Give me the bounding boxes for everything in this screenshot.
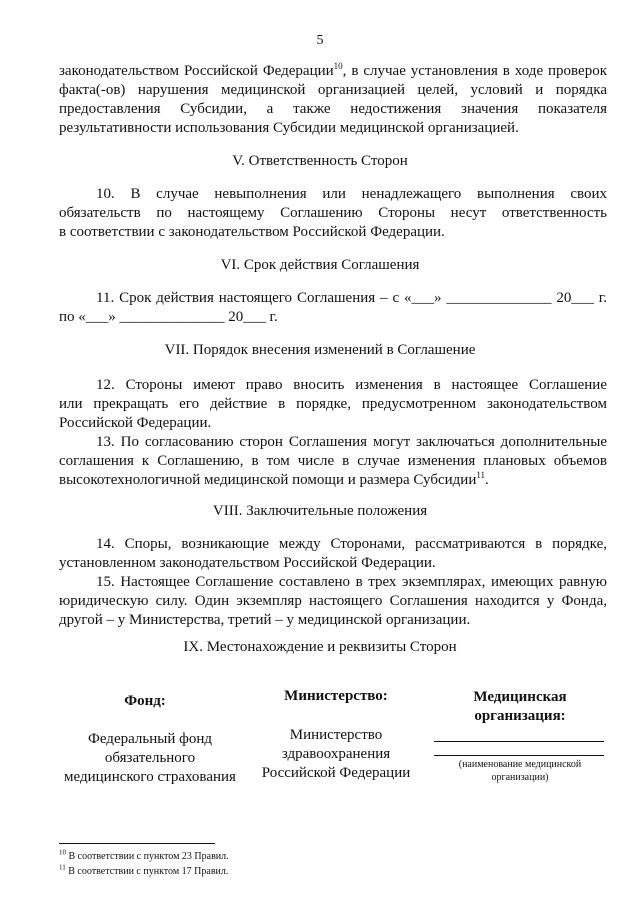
footnote-11: $^{11}$ В соответствии с пунктом 17 Правил. xyxy=(59,863,229,877)
clause-12-line-2: или прекращать его действие в порядке, предусмотренном законодательством xyxy=(59,396,607,412)
medical-org-name-blank-line-2 xyxy=(434,755,604,756)
clause-15-line-1: 15. Настоящее Соглашение составлено в трех экземплярах, имеющих равную xyxy=(96,574,607,590)
footnote-10: $^{10}$ В соответствии с пунктом 23 Правил. xyxy=(59,848,229,862)
section-9-title: IX. Местонахождение и реквизиты Сторон xyxy=(183,639,457,655)
clause-10-line-1: 10. В случае невыполнения или ненадлежащего выполнения своих xyxy=(96,186,607,202)
footnote-separator xyxy=(59,843,215,844)
clause-15-line-3: другой – у Министерства, третий – у медицинской организации. xyxy=(59,612,471,628)
fund-name: Федеральный фонд обязательного медицинского страхования xyxy=(64,731,236,785)
clause-10-line-3: в соответствии с законодательством Российской Федерации. xyxy=(59,224,445,240)
footnote-ref-11: 11 xyxy=(476,470,486,480)
medical-org-name-blank-line-1 xyxy=(434,741,604,742)
section-6-title: VI. Срок действия Соглашения xyxy=(220,257,420,273)
clause-12-line-1: 12. Стороны имеют право вносить изменения в настоящее Соглашение xyxy=(96,377,607,393)
paragraph-continuation-line-1: законодательством Российской Федерации$^{10}$, в случае установления в ходе проверок xyxy=(59,61,607,79)
paragraph-continuation-line-4: результативности использования Субсидии медицинской организацией. xyxy=(59,120,519,136)
section-7-title: VII. Порядок внесения изменений в Соглашение xyxy=(164,342,476,358)
clause-13-line-1: 13. По согласованию сторон Соглашения могут заключаться дополнительные xyxy=(96,434,607,450)
clause-15-line-2: юридическую силу. Один экземпляр настоящего Соглашения находится у Фонда, xyxy=(59,593,607,609)
section-5-title: V. Ответственность Сторон xyxy=(232,153,408,169)
section-8-title: VIII. Заключительные положения xyxy=(212,503,428,519)
clause-14-line-1: 14. Споры, возникающие между Сторонами, рассматриваются в порядке, xyxy=(96,536,607,552)
page-number: 5 xyxy=(316,33,324,48)
footnote-ref-10: 10 xyxy=(333,61,343,71)
clause-11-line-2: по «___» ______________ 20___ г. xyxy=(59,309,278,325)
medical-org-heading: Медицинская организация: xyxy=(473,689,567,724)
clause-10-line-2: обязательств по настоящему Соглашению Стороны несут ответственность xyxy=(59,205,607,221)
fund-heading: Фонд: xyxy=(124,693,166,709)
paragraph-continuation-line-3: предоставления Субсидии, а также недостижения значения показателя xyxy=(59,101,607,117)
clause-12-line-3: Российской Федерации. xyxy=(59,415,212,431)
clause-14-line-2: установленном законодательством Российской Федерации. xyxy=(59,555,436,571)
clause-11-line-1: 11. Срок действия настоящего Соглашения – с «___» ______________ 20___ г. xyxy=(96,290,607,306)
medical-org-name-caption: (наименование медицинской организации) xyxy=(458,759,582,783)
paragraph-continuation-line-2: факта(-ов) нарушения медицинской организацией целей, условий и порядка xyxy=(59,82,607,98)
ministry-heading: Министерство: xyxy=(284,688,388,704)
ministry-name: Министерство здравоохранения Российской Федерации xyxy=(261,727,411,781)
clause-13-line-3: высокотехнологичной медицинской помощи и размера Субсидии$^{11}$. xyxy=(59,470,489,488)
clause-13-line-2: соглашения к Соглашению, в том числе в случае изменения плановых объемов xyxy=(59,453,607,469)
